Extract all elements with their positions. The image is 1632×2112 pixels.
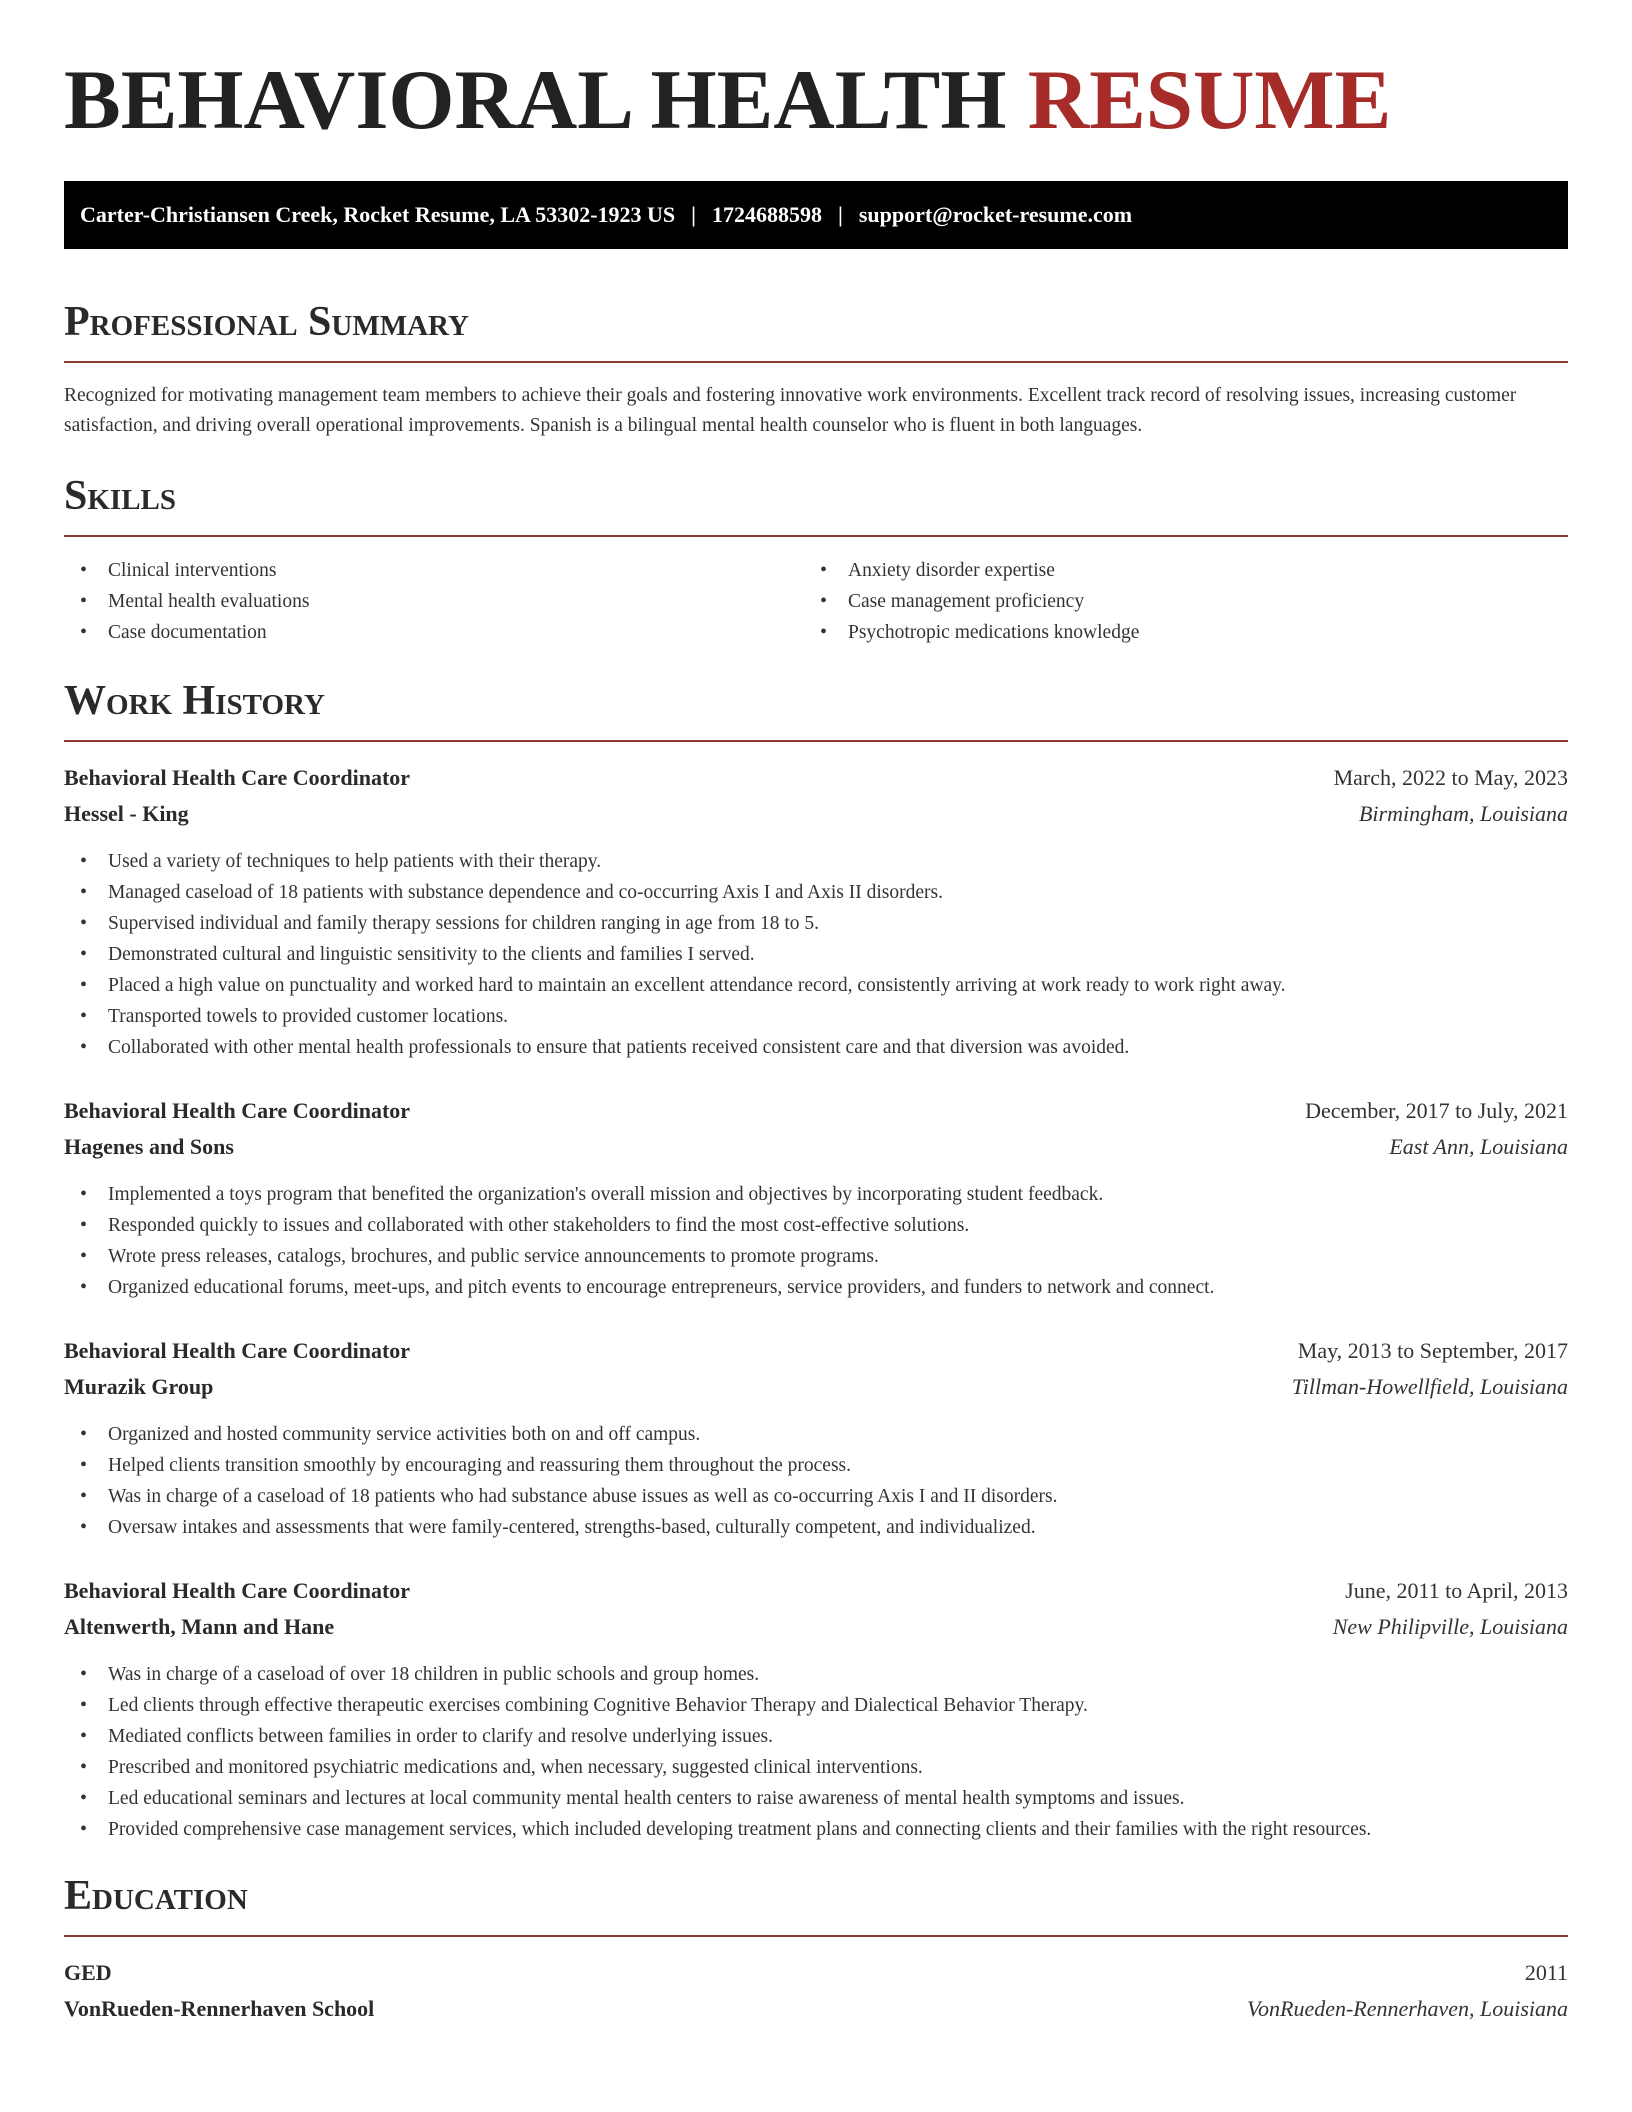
section-divider <box>64 740 1568 742</box>
skills-list-right <box>804 555 1544 648</box>
contact-separator: | <box>838 202 843 227</box>
job-bullet: • Supervised individual and family therapy sessions for children ranging in age from 18 to 5. <box>64 908 1568 939</box>
education-heading: Education <box>64 1873 248 1919</box>
job-title: Behavioral Health Care Coordinator <box>64 1578 411 1603</box>
job-company: Hagenes and Sons <box>64 1134 234 1159</box>
education-section <box>64 1875 1568 2027</box>
job-bullet: • Was in charge of a caseload of over 18 children in public schools and group homes. <box>64 1659 1568 1690</box>
job-dates: May, 2013 to September, 2017 <box>1297 1338 1568 1363</box>
education-location: VonRueden-Rennerhaven, Louisiana <box>1247 1996 1568 2021</box>
contact-address: Carter-Christiansen Creek, Rocket Resume, LA 53302-1923 US <box>80 202 676 227</box>
section-divider <box>64 535 1568 537</box>
contact-email[interactable]: support@rocket-resume.com <box>858 202 1133 227</box>
job-bullet: • Led educational seminars and lectures at local community mental health centers to raise awareness of mental health symptoms and issues. <box>64 1783 1568 1814</box>
job-bullet: • Demonstrated cultural and linguistic sensitivity to the clients and families I served. <box>64 939 1568 970</box>
job-entry <box>64 1093 1568 1303</box>
summary-section <box>64 301 1568 441</box>
section-divider <box>64 361 1568 363</box>
skills-heading: Skills <box>64 473 177 519</box>
title-accent: RESUME <box>1027 53 1392 147</box>
job-company-row <box>64 1129 1568 1165</box>
skill-item: • Clinical interventions <box>64 555 804 586</box>
skills-list-left <box>64 555 804 648</box>
job-bullets <box>64 846 1568 1063</box>
job-title: Behavioral Health Care Coordinator <box>64 1098 411 1123</box>
job-dates: June, 2011 to April, 2013 <box>1345 1578 1568 1603</box>
education-school-row <box>64 1991 1568 2027</box>
job-bullet: • Managed caseload of 18 patients with substance dependence and co-occurring Axis I and Axis II disorders. <box>64 877 1568 908</box>
skill-item: • Case documentation <box>64 617 804 648</box>
education-header-row <box>64 1955 1568 1991</box>
job-bullet: • Transported towels to provided customer locations. <box>64 1001 1568 1032</box>
contact-separator: | <box>691 202 697 227</box>
job-bullet: • Mediated conflicts between families in order to clarify and resolve underlying issues. <box>64 1721 1568 1752</box>
education-school: VonRueden-Rennerhaven School <box>64 1996 375 2021</box>
job-title: Behavioral Health Care Coordinator <box>64 1338 411 1363</box>
job-bullet: • Prescribed and monitored psychiatric medications and, when necessary, suggested clinical interventions. <box>64 1752 1568 1783</box>
job-company: Altenwerth, Mann and Hane <box>64 1614 335 1639</box>
job-entry <box>64 1573 1568 1845</box>
job-header-row <box>64 1573 1568 1609</box>
job-bullet: • Used a variety of techniques to help patients with their therapy. <box>64 846 1568 877</box>
contact-bar <box>64 181 1568 249</box>
job-entry <box>64 1333 1568 1543</box>
job-location: Tillman-Howellfield, Louisiana <box>1291 1374 1568 1399</box>
job-bullets <box>64 1179 1568 1303</box>
job-header-row <box>64 760 1568 796</box>
education-year: 2011 <box>1524 1960 1568 1985</box>
job-bullet: • Wrote press releases, catalogs, brochures, and public service announcements to promote programs. <box>64 1241 1568 1272</box>
job-entry <box>64 760 1568 1063</box>
job-bullet: • Collaborated with other mental health professionals to ensure that patients received consistent care and that diversion was avoided. <box>64 1032 1568 1063</box>
job-bullet: • Oversaw intakes and assessments that were family-centered, strengths-based, culturally competent, and individualized. <box>64 1512 1568 1543</box>
job-bullet: • Organized and hosted community service activities both on and off campus. <box>64 1419 1568 1450</box>
summary-text: Recognized for motivating management team members to achieve their goals and fostering innovative work environments. Excellent track record of resolving issues, increasing customer satisfaction, and driving overall operational improvements. Spanish is a bilingual mental health counselor who is fluent in both languages. <box>64 385 1517 436</box>
job-location: East Ann, Louisiana <box>1389 1134 1568 1159</box>
job-header-row <box>64 1093 1568 1129</box>
job-title: Behavioral Health Care Coordinator <box>64 765 411 790</box>
resume-title <box>64 53 1568 147</box>
job-header-row <box>64 1333 1568 1369</box>
job-bullets <box>64 1419 1568 1543</box>
job-bullet: • Organized educational forums, meet-ups, and pitch events to encourage entrepreneurs, service providers, and funders to network and connect. <box>64 1272 1568 1303</box>
job-company-row <box>64 1609 1568 1645</box>
section-divider <box>64 1935 1568 1937</box>
job-bullet: • Was in charge of a caseload of 18 patients who had substance abuse issues as well as co-occurring Axis I and II disorders. <box>64 1481 1568 1512</box>
skills-section <box>64 475 1568 648</box>
skill-item: • Anxiety disorder expertise <box>804 555 1544 586</box>
skills-grid <box>64 555 1568 648</box>
job-dates: March, 2022 to May, 2023 <box>1333 765 1568 790</box>
work-history-section <box>64 680 1568 1845</box>
job-bullet: • Implemented a toys program that benefited the organization's overall mission and objectives by incorporating student feedback. <box>64 1179 1568 1210</box>
summary-heading: Professional Summary <box>64 299 469 345</box>
job-bullet: • Placed a high value on punctuality and worked hard to maintain an excellent attendance record, consistently arriving at work ready to work right away. <box>64 970 1568 1001</box>
education-entry <box>64 1955 1568 2027</box>
job-company-row <box>64 796 1568 832</box>
skill-item: • Mental health evaluations <box>64 586 804 617</box>
job-company-row <box>64 1369 1568 1405</box>
education-degree: GED <box>64 1960 112 1985</box>
job-location: Birmingham, Louisiana <box>1358 801 1568 826</box>
job-bullets <box>64 1659 1568 1845</box>
job-company: Hessel - King <box>64 801 189 826</box>
job-bullet: • Provided comprehensive case management services, which included developing treatment plans and connecting clients and their families with the right resources. <box>64 1814 1568 1845</box>
skill-item: • Psychotropic medications knowledge <box>804 617 1544 648</box>
skill-item: • Case management proficiency <box>804 586 1544 617</box>
contact-phone: 1724688598 <box>712 202 823 227</box>
work-history-heading: Work History <box>64 678 325 724</box>
job-bullet: • Led clients through effective therapeutic exercises combining Cognitive Behavior Therapy and Dialectical Behavior Therapy. <box>64 1690 1568 1721</box>
job-company: Murazik Group <box>64 1374 214 1399</box>
title-main: BEHAVIORAL HEALTH <box>64 53 1007 147</box>
job-location: New Philipville, Louisiana <box>1332 1614 1568 1639</box>
job-dates: December, 2017 to July, 2021 <box>1305 1098 1568 1123</box>
job-bullet: • Responded quickly to issues and collaborated with other stakeholders to find the most cost-effective solutions. <box>64 1210 1568 1241</box>
job-bullet: • Helped clients transition smoothly by encouraging and reassuring them throughout the process. <box>64 1450 1568 1481</box>
